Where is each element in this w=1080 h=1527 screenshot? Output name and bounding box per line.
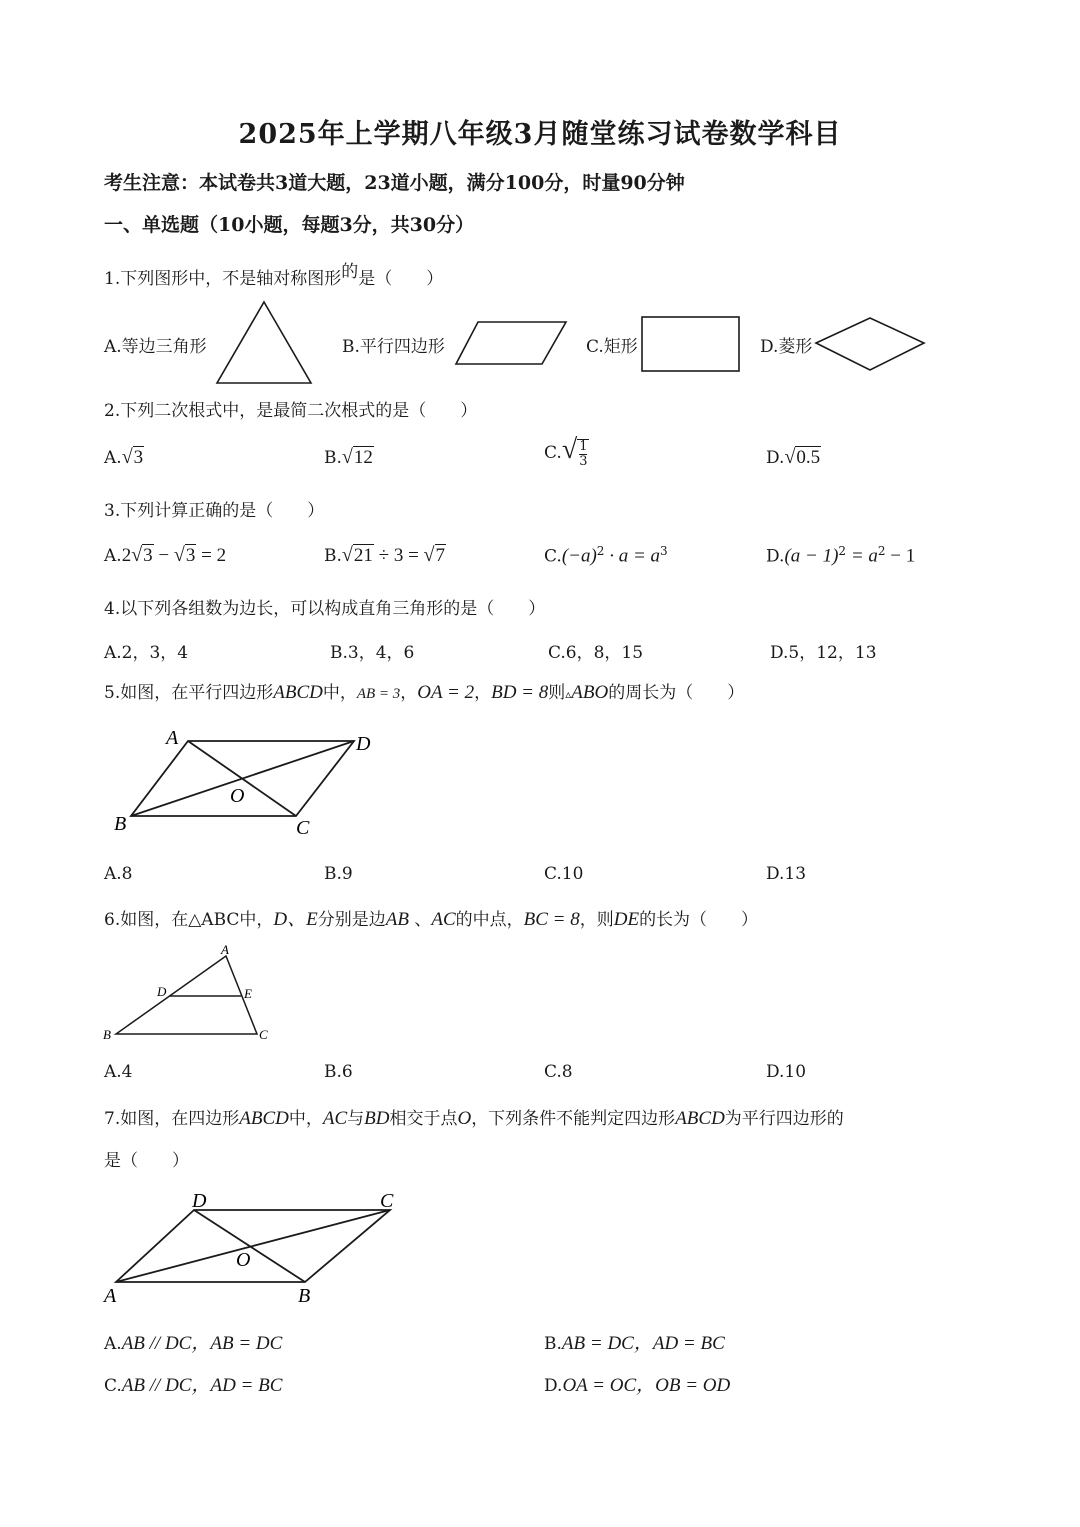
q7-option-c[interactable]: C.AB // DC，AD = BC — [104, 1375, 283, 1396]
q5-option-d[interactable]: D.13 — [766, 864, 807, 884]
q1-option-b[interactable]: B.平行四边形 — [342, 337, 445, 357]
q4-option-a[interactable]: A.2，3，4 — [104, 643, 189, 663]
equilateral-triangle-figure — [214, 300, 314, 386]
q5-label-a: A — [166, 727, 179, 749]
q5-label-b: B — [114, 813, 127, 835]
q7-option-d[interactable]: D.OA = OC，OB = OD — [544, 1375, 731, 1396]
q6-label-a: A — [221, 942, 229, 957]
q7-option-b[interactable]: B.AB = DC，AD = BC — [544, 1333, 725, 1354]
rectangle-figure — [640, 315, 742, 373]
question-1-stem: 1.下列图形中，不是轴对称图形的是（ ） — [104, 262, 444, 289]
q7-label-c: C — [380, 1190, 394, 1212]
q2-option-b[interactable]: B.√12 — [324, 446, 373, 468]
q4-option-d[interactable]: D.5，12，13 — [770, 643, 877, 663]
q7-label-a: A — [104, 1285, 117, 1307]
q1-option-c[interactable]: C.矩形 — [586, 337, 638, 357]
q5-option-a[interactable]: A.8 — [104, 864, 133, 884]
q4-option-b[interactable]: B.3，4，6 — [330, 643, 415, 663]
q6-option-b[interactable]: B.6 — [324, 1062, 353, 1082]
q5-parallelogram-diagram — [110, 724, 390, 842]
q5-label-c: C — [296, 817, 310, 839]
q7-label-d: D — [192, 1190, 207, 1212]
q6-triangle-diagram — [100, 940, 280, 1044]
q6-label-d: D — [157, 984, 167, 999]
q6-option-a[interactable]: A.4 — [104, 1062, 133, 1082]
q7-option-a[interactable]: A.AB // DC，AB = DC — [104, 1333, 283, 1354]
q3-option-c[interactable]: $C.(-a)^2 \cdot a = a^3$ — [544, 544, 668, 567]
q6-option-d[interactable]: D.10 — [766, 1062, 807, 1082]
q6-label-b: B — [103, 1027, 111, 1042]
q2-option-a[interactable]: A.√3 — [104, 446, 144, 468]
parallelogram-figure — [454, 320, 568, 366]
q2-option-d[interactable]: D.√0.5 — [766, 446, 821, 468]
exam-notice: 考生注意：本试卷共3道大题，23道小题，满分100分，时量90分钟 — [104, 172, 685, 194]
q3-option-b[interactable]: B.√21 ÷ 3 = √7 — [324, 544, 446, 566]
question-7-stem: 7.如图，在四边形ABCD中，AC与BD相交于点O，下列条件不能判定四边形ABCD为平行四边形的 — [104, 1108, 844, 1129]
q4-option-c[interactable]: C.6，8，15 — [548, 643, 644, 663]
q5-label-d: D — [356, 733, 371, 755]
q3-option-d[interactable]: $D.(a - 1)^2 = a^2 - 1$ — [766, 544, 916, 567]
q6-option-c[interactable]: C.8 — [544, 1062, 573, 1082]
q1-option-d[interactable]: D.菱形 — [760, 337, 813, 357]
q6-label-e: E — [244, 986, 252, 1001]
q5-option-c[interactable]: C.10 — [544, 864, 584, 884]
q5-option-b[interactable]: B.9 — [324, 864, 353, 884]
q7-label-b: B — [298, 1285, 311, 1307]
question-2-stem: 2.下列二次根式中，是最简二次根式的是（ ） — [104, 401, 478, 421]
q6-label-c: C — [259, 1027, 268, 1042]
q7-quadrilateral-diagram — [100, 1186, 410, 1310]
q5-label-o: O — [230, 785, 245, 807]
question-5-stem: 5.如图，在平行四边形ABCD中，AB = 3，OA = 2，BD = 8则▵ABO的周长为（ ） — [104, 682, 745, 703]
question-4-stem: 4.以下列各组数为边长，可以构成直角三角形的是（ ） — [104, 599, 546, 619]
question-3-stem: 3.下列计算正确的是（ ） — [104, 501, 325, 521]
question-7-stem-line2: 是（ ） — [104, 1151, 189, 1171]
rhombus-figure — [814, 316, 926, 372]
q2-option-c[interactable]: C.√ $\frac{1}{3}$ — [544, 434, 588, 469]
section-heading: 一、单选题（10小题，每题3分，共30分） — [104, 214, 475, 236]
q7-label-o: O — [236, 1249, 251, 1271]
q1-option-a[interactable]: A.等边三角形 — [104, 337, 207, 357]
question-6-stem: 6.如图，在△ABC中，D、E分别是边AB 、AC的中点，BC = 8，则DE的长为（ ） — [104, 909, 759, 930]
q3-option-a[interactable]: A.2√3 − √3 = 2 — [104, 544, 227, 566]
page-title: 2025年上学期八年级3月随堂练习试卷数学科目 — [238, 119, 842, 150]
